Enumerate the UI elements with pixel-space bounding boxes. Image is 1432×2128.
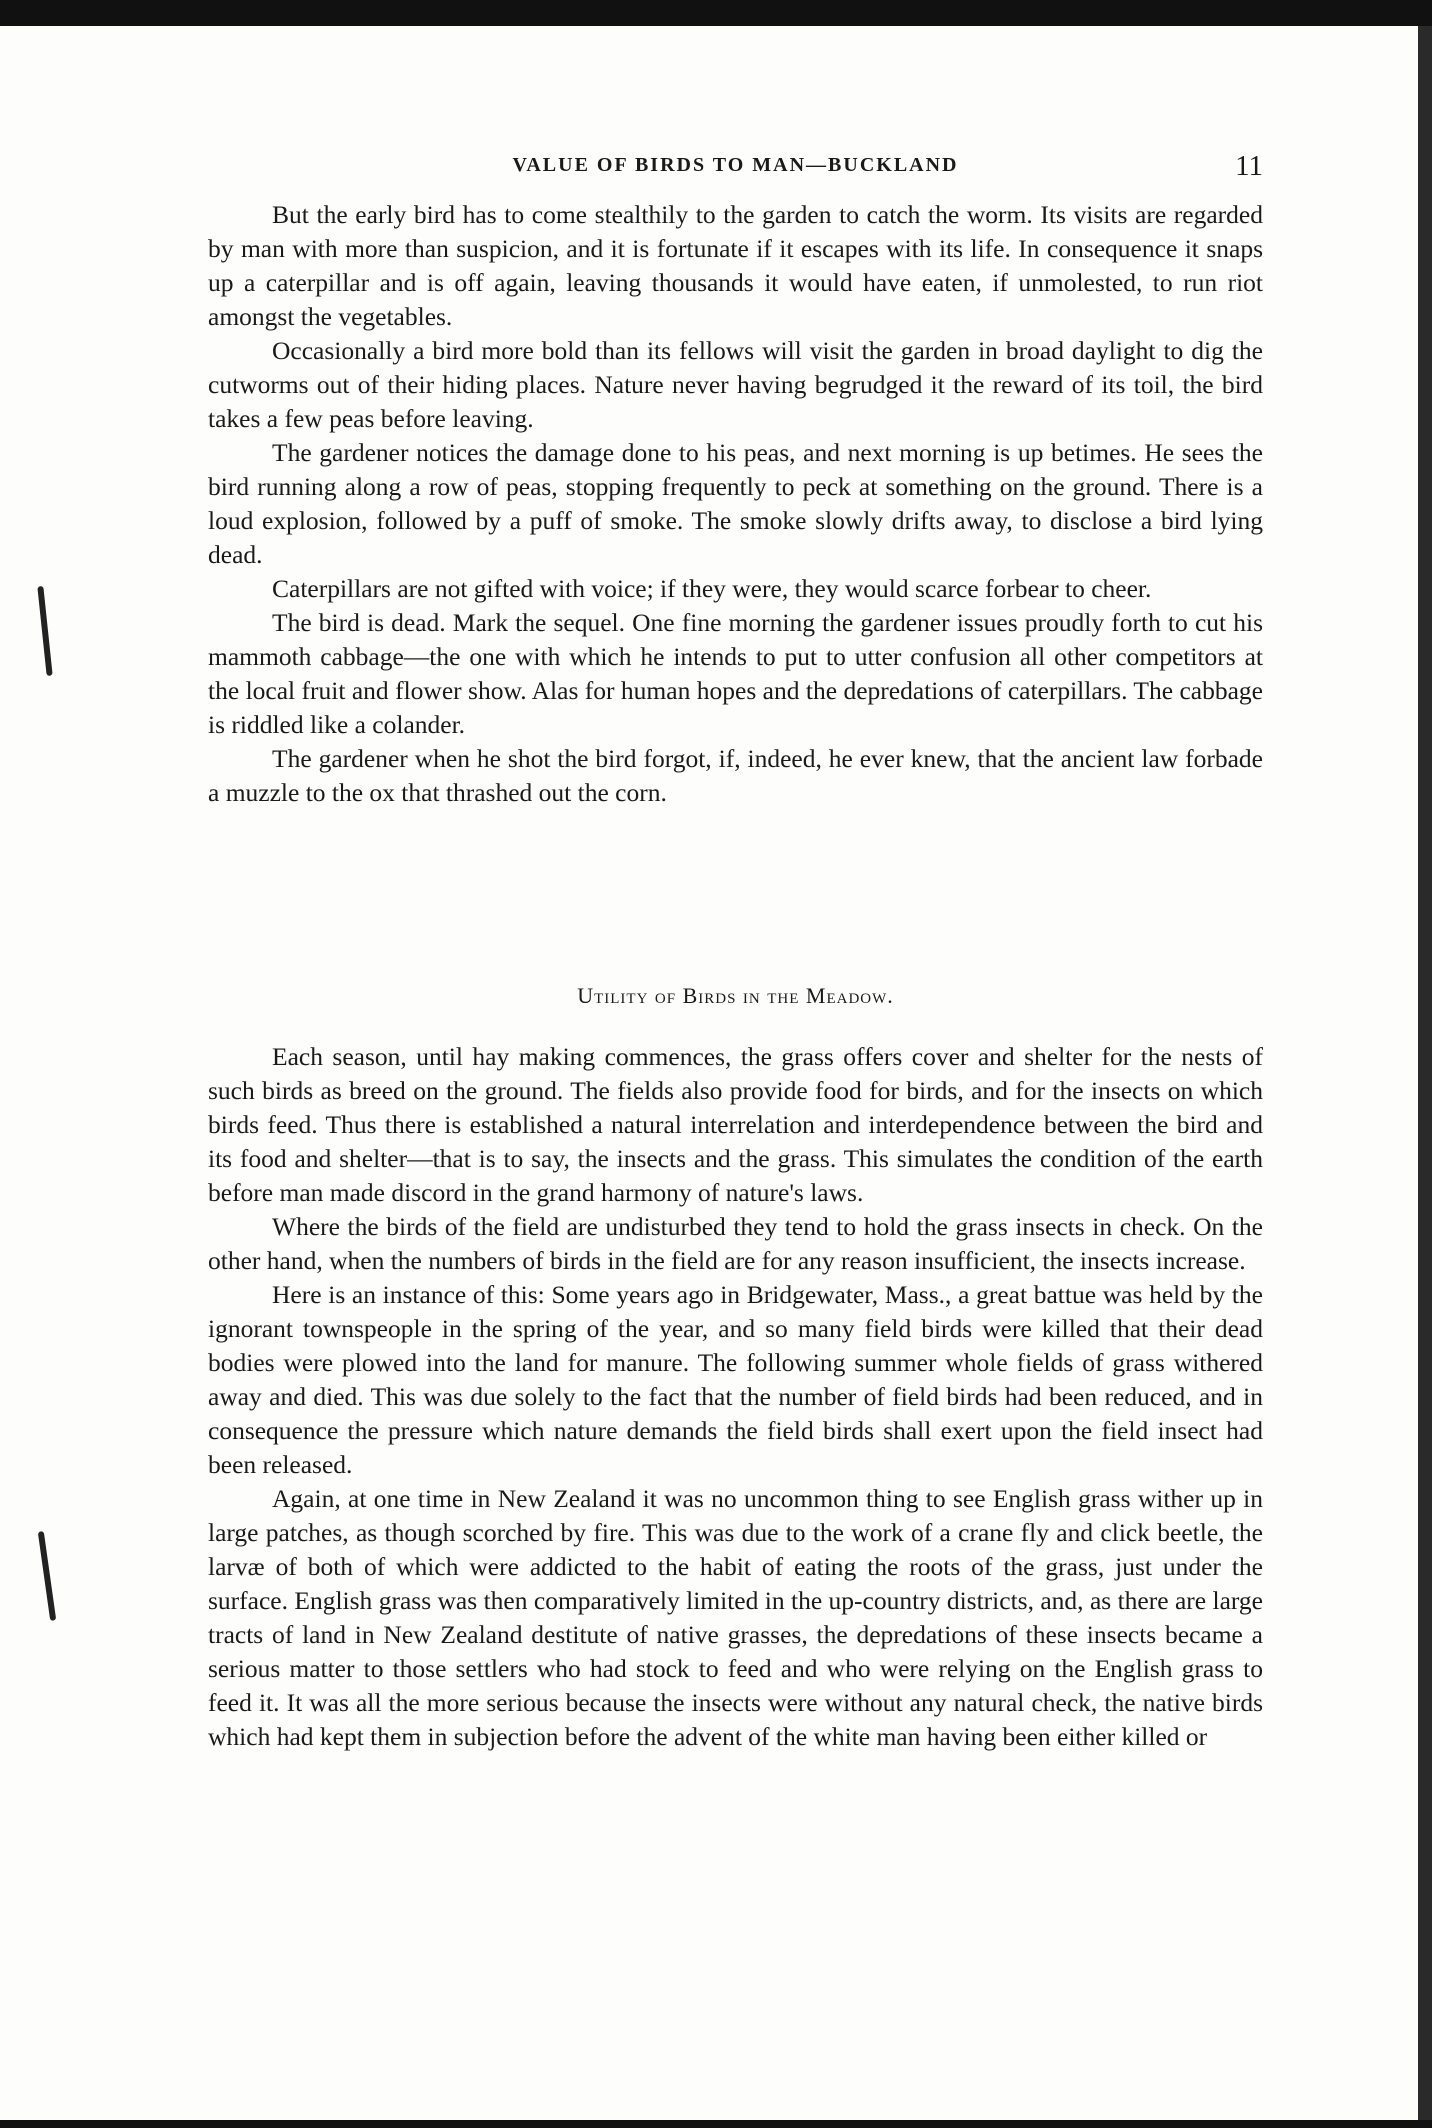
section-garden — [208, 198, 1263, 810]
paragraph: Again, at one time in New Zealand it was no uncommon thing to see English grass wither up in large patches, as though scorched by fire. This was due to the work of a crane fly and click beetle, the larvæ of both of which were addicted to the habit of eating the roots of the grass, just under the surface. English grass was then comparatively limited in the up-country districts, and, as there are large tracts of land in New Zealand destitute of native grasses, the depredations of these insects became a serious matter to those settlers who had stock to feed and who were relying on the English grass to feed it. It was all the more serious because the insects were without any natural check, the native birds which had kept them in subjection before the advent of the white man having been either killed or — [208, 1484, 1263, 1751]
running-head: VALUE OF BIRDS TO MAN—BUCKLAND — [512, 154, 959, 176]
paragraph: But the early bird has to come stealthily to the garden to catch the worm. Its visits are regarded by man with more than suspicion, and it is fortunate if it escapes with its life. In consequence it snaps up a caterpillar and is off again, leaving thousands it would have eaten, if unmolested, to run riot amongst the vegetables. — [208, 200, 1263, 331]
scan-right-edge — [1418, 26, 1432, 2120]
page-number: 11 — [1235, 150, 1263, 182]
paragraph: The gardener notices the damage done to his peas, and next morning is up betimes. He sees the bird running along a row of peas, stopping frequently to peck at something on the ground. There is a loud explosion, followed by a puff of smoke. The smoke slowly drifts away, to disclose a bird lying dead. — [208, 438, 1263, 569]
scan-top-border — [0, 0, 1432, 26]
paragraph: Here is an instance of this: Some years ago in Bridgewater, Mass., a great battue was held by the ignorant townspeople in the spring of the year, and so many field birds were killed that their dead bodies were plowed into the land for manure. The following summer whole fields of grass withered away and died. This was due solely to the fact that the number of field birds had been reduced, and in consequence the pressure which nature demands the field birds shall exert upon the field insect had been released. — [208, 1280, 1263, 1479]
section-heading: Utility of Birds in the Meadow. — [577, 983, 894, 1008]
binding-mark — [38, 1531, 56, 1621]
section-meadow — [208, 1040, 1263, 1754]
page-header — [208, 150, 1263, 184]
paragraph: Where the birds of the field are undisturbed they tend to hold the grass insects in check. On the other hand, when the numbers of birds in the field are for any reason insufficient, the insects increase. — [208, 1212, 1263, 1275]
paragraph: Occasionally a bird more bold than its fellows will visit the garden in broad daylight to dig the cutworms out of their hiding places. Nature never having begrudged it the reward of its toil, the bird takes a few peas before leaving. — [208, 336, 1263, 433]
scan-bottom-border — [0, 2120, 1432, 2128]
paragraph: Each season, until hay making commences, the grass offers cover and shelter for the nests of such birds as breed on the ground. The fields also provide food for birds, and for the insects on which birds feed. Thus there is established a natural interrelation and interdependence between the bird and its food and shelter—that is to say, the insects and the grass. This simulates the condition of the earth before man made discord in the grand harmony of nature's laws. — [208, 1042, 1263, 1207]
paragraph: Caterpillars are not gifted with voice; if they were, they would scarce forbear to cheer. — [272, 574, 1152, 603]
binding-mark — [37, 586, 52, 676]
paragraph: The bird is dead. Mark the sequel. One fine morning the gardener issues proudly forth to cut his mammoth cabbage—the one with which he intends to put to utter confusion all other competitors at the local fruit and flower show. Alas for human hopes and the depredations of caterpillars. The cabbage is riddled like a colander. — [208, 608, 1263, 739]
paragraph: The gardener when he shot the bird forgot, if, indeed, he ever knew, that the ancient law forbade a muzzle to the ox that thrashed out the corn. — [208, 744, 1263, 807]
